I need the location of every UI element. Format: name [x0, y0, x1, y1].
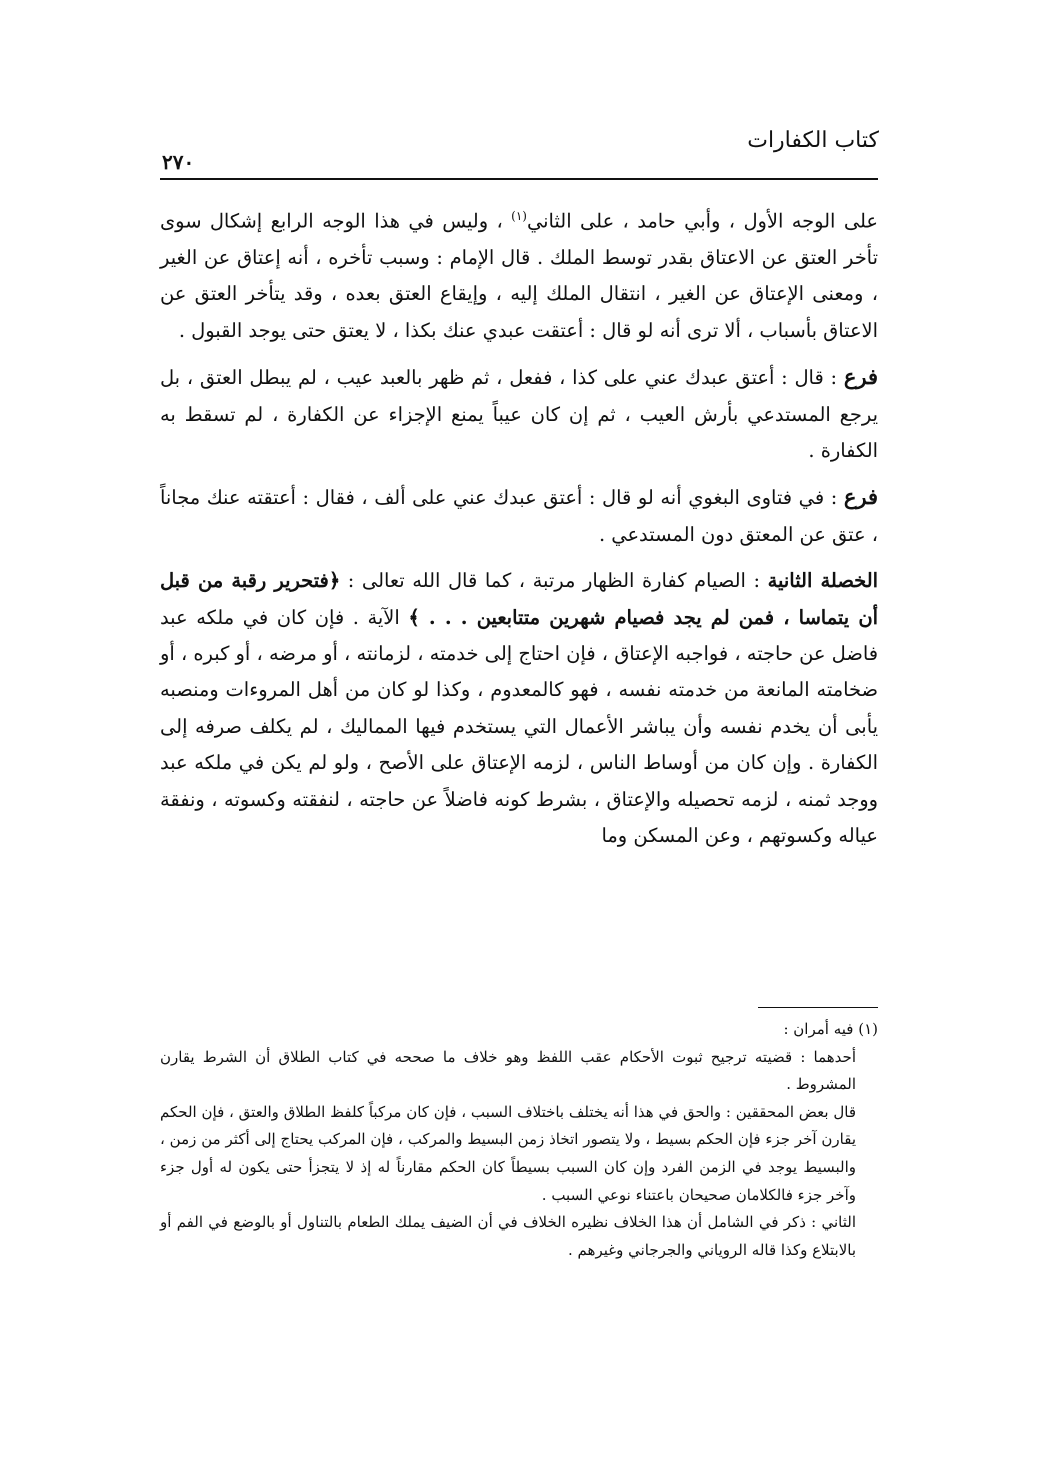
page-number: ٢٧٠	[162, 150, 195, 174]
branch-label: فرع	[843, 364, 878, 390]
header-rule	[160, 178, 878, 180]
paragraph-3	[160, 479, 878, 553]
footnote-first-point: أحدهما : قضيته ترجيح ثبوت الأحكام عقب اللفظ وهو خلاف ما صححه في كتاب الطلاق أن الشرط يقارن المشروط .	[160, 1047, 856, 1094]
footnotes	[160, 1016, 878, 1264]
paragraph-2-text: : قال : أعتق عبدك عني على كذا ، ففعل ، ثم ظهر بالعبد عيب ، لم يبطل العتق ، بل يرجع المستدعي بأرش العيب ، ثم إن كان عيباً يمنع الإجزاء عن الكفارة ، لم تسقط به الكفارة .	[160, 366, 878, 462]
paragraph-2	[160, 359, 878, 469]
footnote-number: (١)	[858, 1020, 878, 1038]
footnote-scholar-note: قال بعض المحققين : والحق في هذا أنه يختلف باختلاف السبب ، فإن كان مركباً كلفظ الطلاق والعتق ، فإن الحكم يقارن آخر جزء فإن الحكم بسيط ، ولا يتصور اتخاذ زمن البسيط والمركب ، فإن المركب يحتاج إلى أكثر من زمن ، والبسيط يوجد في الزمن الفرد وإن كان السبب بسيطاً كان الحكم مقارناً له إذ لا يتجزأ حتى يكون له أول جزء وآخر جزء فالكلامان صحيحان باعتناء نوعي السبب .	[160, 1102, 856, 1204]
footnote-1-intro	[160, 1016, 878, 1044]
paragraph-1-text-a: على الوجه الأول ، وأبي حامد ، على الثاني	[526, 209, 878, 233]
main-text	[160, 198, 878, 854]
branch-label: فرع	[843, 484, 878, 510]
section-label: الخصلة الثانية	[767, 569, 878, 593]
footnote-intro-text: فيه أمران :	[783, 1020, 859, 1038]
paragraph-1	[160, 198, 878, 349]
footnote-second-point: الثاني : ذكر في الشامل أن هذا الخلاف نظيره الخلاف في أن الضيف يملك الطعام بالتناول أو بالوضع في الفم أو بالابتلاع وكذا قاله الروياني والجرجاني وغيرهم .	[160, 1213, 856, 1259]
quran-quote: ﴿فتحرير رقبة من قبل أن يتماسا ، فمن لم يجد فصيام شهرين متتابعين . . . ﴾	[160, 569, 878, 629]
footnote-rule	[758, 1007, 878, 1008]
paragraph-1-text-b: ، وليس في هذا الوجه الرابع إشكال سوى تأخر العتق عن الاعتاق بقدر توسط الملك . قال الإمام : وسبب تأخره ، أنه إعتاق عن الغير ، ومعنى الإعتاق عن الغير ، انتقال الملك إليه ، وإيقاع العتق بعده ، وقد يتأخر العتق عن الاعتاق بأسباب ، ألا ترى أنه لو قال : أعتقت عبدي عنك بكذا ، لا يعتق حتى يوجد القبول .	[160, 209, 878, 342]
running-title: كتاب الكفارات	[747, 128, 879, 153]
paragraph-3-text: : في فتاوى البغوي أنه لو قال : أعتق عبدك عني على ألف ، فقال : أعتقته عنك مجاناً ، عتق عن المعتق دون المستدعي .	[160, 486, 878, 546]
paragraph-4-text-a: : الصيام كفارة الظهار مرتبة ، كما قال الله تعالى :	[340, 569, 768, 593]
paragraph-4	[160, 563, 878, 854]
footnote-reference: (١)	[511, 209, 527, 223]
paragraph-4-text-b: الآية . فإن كان في ملكه عبد فاضل عن حاجته ، فواجبه الإعتاق ، فإن احتاج إلى خدمته ، لزمانته ، أو مرضه ، أو كبره ، أو ضخامته المانعة من خدمته نفسه ، فهو كالمعدوم ، وكذا لو كان من أهل المروءات ومنصبه يأبى أن يخدم نفسه وأن يباشر الأعمال التي يستخدم فيها المماليك ، لم يكلف صرفه إلى الكفارة . وإن كان من أوساط الناس ، لزمه الإعتاق على الأصح ، ولو لم يكن في ملكه عبد ووجد ثمنه ، لزمه تحصيله والإعتاق ، بشرط كونه فاضلاً عن حاجته ، لنفقته وكسوته ، ونفقة عياله وكسوتهم ، وعن المسكن وما	[160, 605, 878, 847]
